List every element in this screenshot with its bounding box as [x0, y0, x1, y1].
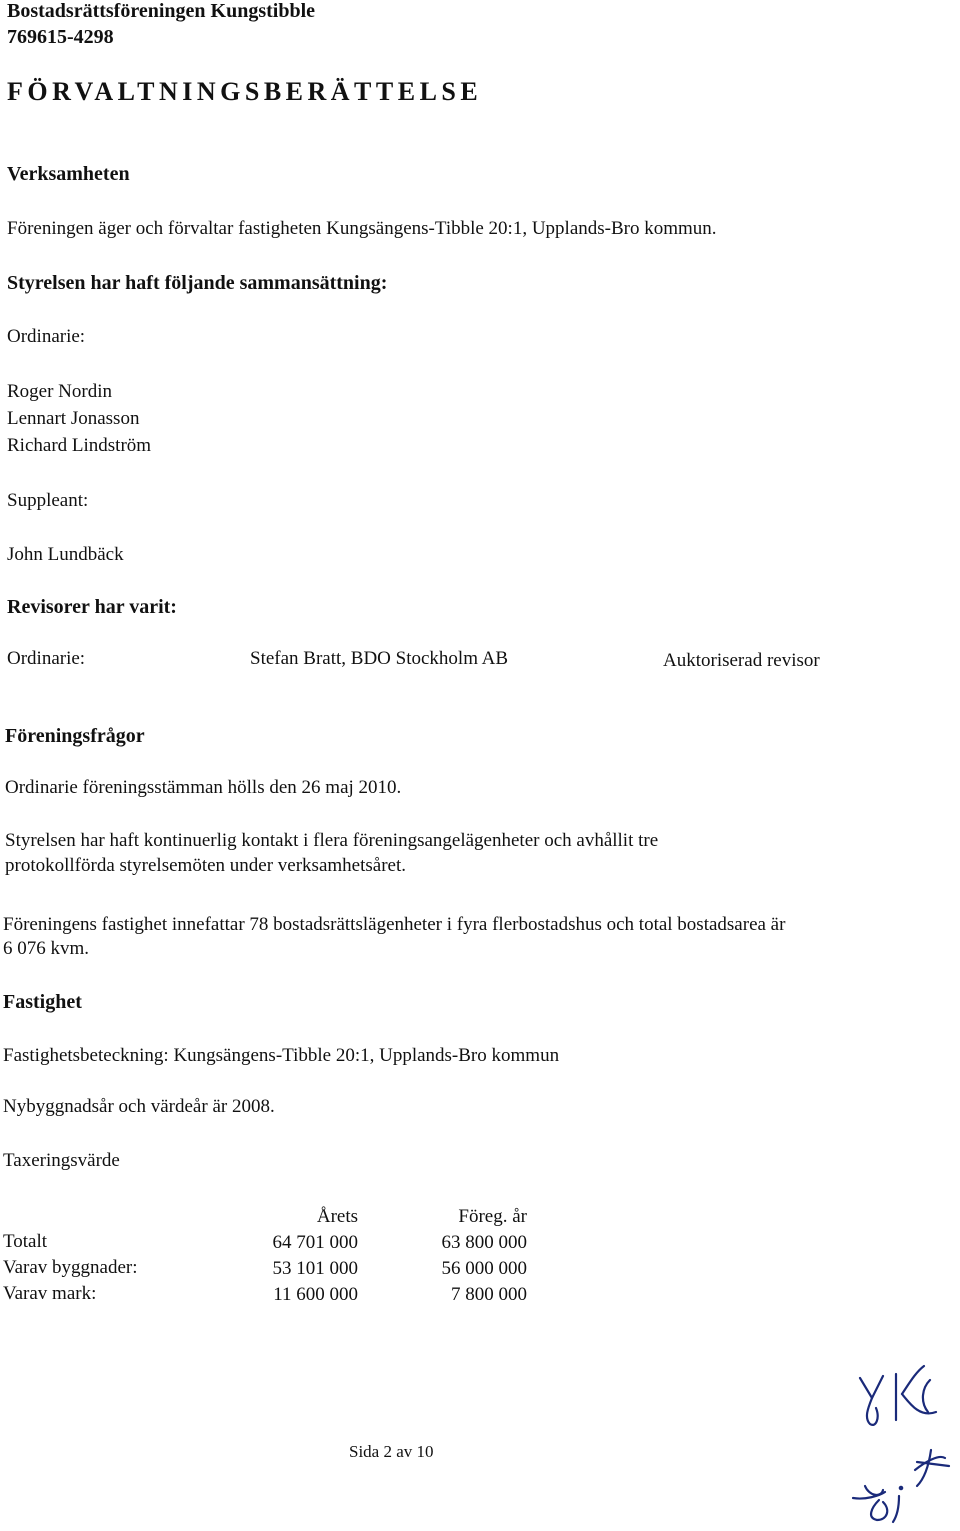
- auditor-role: Auktoriserad revisor: [663, 650, 820, 671]
- board-heading: Styrelsen har haft följande sammansättning:: [7, 272, 388, 294]
- board-ordinary-label: Ordinarie:: [7, 326, 86, 347]
- property-description-line2: 6 076 kvm.: [3, 938, 90, 959]
- handwritten-initials-signature: [845, 1440, 955, 1525]
- document-title: FÖRVALTNINGSBERÄTTELSE: [7, 77, 483, 106]
- board-deputy: John Lundbäck: [7, 544, 124, 565]
- auditor-ordinary-label: Ordinarie:: [7, 648, 86, 669]
- board-meetings-text-line1: Styrelsen har haft kontinuerlig kontakt i flera föreningsangelägenheter och avhållit tre: [5, 830, 659, 851]
- property-description-line1: Föreningens fastighet innefattar 78 bostadsrättslägenheter i fyra flerbostadshus och total bostadsarea är: [3, 914, 786, 935]
- property-designation: Fastighetsbeteckning: Kungsängens-Tibble 20:1, Upplands-Bro kommun: [3, 1045, 560, 1066]
- section-heading-fastighet: Fastighet: [3, 991, 82, 1013]
- page-number: Sida 2 av 10: [349, 1442, 434, 1461]
- column-header-arets: Årets: [316, 1206, 358, 1227]
- section-heading-verksamheten: Verksamheten: [7, 163, 130, 185]
- annual-meeting-text: Ordinarie föreningsstämman hölls den 26 maj 2010.: [5, 777, 402, 798]
- row-label: Varav byggnader:: [3, 1257, 138, 1278]
- board-deputy-label: Suppleant:: [7, 490, 89, 511]
- section-heading-foreningsfragor: Föreningsfrågor: [5, 725, 145, 747]
- cell-foreg: 56 000 000: [441, 1258, 527, 1279]
- board-member: Lennart Jonasson: [7, 408, 140, 429]
- handwritten-initials-signature: [850, 1360, 955, 1430]
- cell-arets: 64 701 000: [272, 1232, 358, 1253]
- cell-foreg: 63 800 000: [441, 1232, 527, 1253]
- cell-arets: 53 101 000: [272, 1258, 358, 1279]
- construction-year-text: Nybyggnadsår och värdeår är 2008.: [3, 1096, 275, 1117]
- organization-number: 769615-4298: [7, 26, 114, 48]
- organization-name: Bostadsrättsföreningen Kungstibble: [7, 0, 316, 22]
- board-meetings-text-line2: protokollförda styrelsemöten under verksamhetsåret.: [5, 855, 406, 876]
- column-header-foreg: Föreg. år: [458, 1206, 527, 1227]
- cell-arets: 11 600 000: [273, 1284, 358, 1305]
- auditor-name: Stefan Bratt, BDO Stockholm AB: [250, 648, 509, 669]
- tax-value-heading: Taxeringsvärde: [3, 1150, 120, 1171]
- row-label: Varav mark:: [3, 1283, 97, 1304]
- board-member: Richard Lindström: [7, 435, 152, 456]
- cell-foreg: 7 800 000: [451, 1284, 527, 1305]
- row-label: Totalt: [3, 1231, 48, 1252]
- verksamheten-text: Föreningen äger och förvaltar fastigheten Kungsängens-Tibble 20:1, Upplands-Bro kommun.: [7, 218, 717, 239]
- auditors-heading: Revisorer har varit:: [7, 596, 177, 618]
- board-member: Roger Nordin: [7, 381, 113, 402]
